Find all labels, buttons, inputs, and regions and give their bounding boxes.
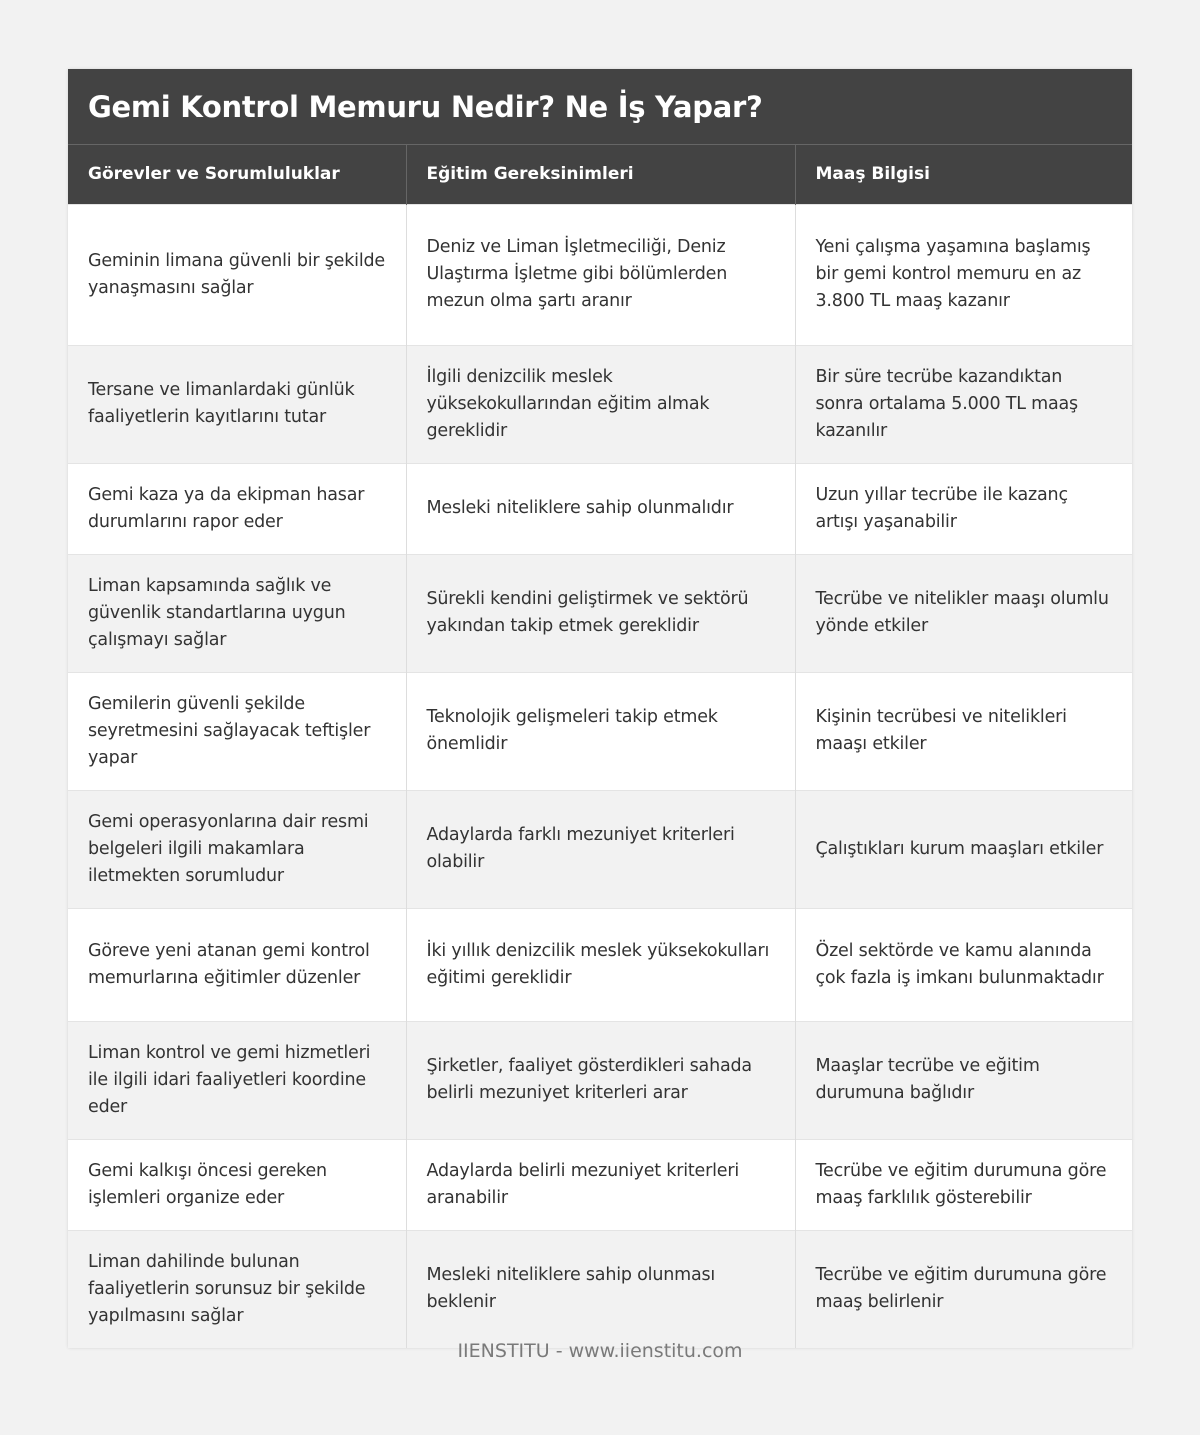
table-row bbox=[68, 1230, 1132, 1348]
table-card bbox=[68, 69, 1132, 1348]
cell-salary: Maaşlar tecrübe ve eğitim durumuna bağlıdır bbox=[795, 1021, 1132, 1139]
title-bar bbox=[68, 69, 1132, 145]
cell-duty: Liman kapsamında sağlık ve güvenlik standartlarına uygun çalışmayı sağlar bbox=[68, 554, 406, 672]
table-body bbox=[68, 204, 1132, 1348]
cell-education: Mesleki niteliklere sahip olunması beklenir bbox=[406, 1230, 795, 1348]
cell-salary: Yeni çalışma yaşamına başlamış bir gemi kontrol memuru en az 3.800 TL maaş kazanır bbox=[795, 204, 1132, 345]
cell-education: Deniz ve Liman İşletmeciliği, Deniz Ulaştırma İşletme gibi bölümlerden mezun olma şartı aranır bbox=[406, 204, 795, 345]
table-row bbox=[68, 554, 1132, 672]
column-header-duties: Görevler ve Sorumluluklar bbox=[68, 145, 406, 204]
cell-duty: Gemi kaza ya da ekipman hasar durumlarını rapor eder bbox=[68, 463, 406, 554]
cell-salary: Bir süre tecrübe kazandıktan sonra ortalama 5.000 TL maaş kazanılır bbox=[795, 345, 1132, 463]
cell-salary: Tecrübe ve eğitim durumuna göre maaş farklılık gösterebilir bbox=[795, 1139, 1132, 1230]
footer-credit: IIENSTITU - www.iienstitu.com bbox=[457, 1340, 743, 1362]
cell-duty: Liman kontrol ve gemi hizmetleri ile ilgili idari faaliyetleri koordine eder bbox=[68, 1021, 406, 1139]
table-row bbox=[68, 1021, 1132, 1139]
column-header-education: Eğitim Gereksinimleri bbox=[406, 145, 795, 204]
table-row bbox=[68, 204, 1132, 345]
cell-education: İlgili denizcilik meslek yüksekokullarından eğitim almak gereklidir bbox=[406, 345, 795, 463]
header-row bbox=[68, 145, 1132, 204]
cell-duty: Gemilerin güvenli şekilde seyretmesini sağlayacak teftişler yapar bbox=[68, 672, 406, 790]
cell-duty: Göreve yeni atanan gemi kontrol memurlarına eğitimler düzenler bbox=[68, 908, 406, 1021]
table-header bbox=[68, 145, 1132, 204]
cell-education: Şirketler, faaliyet gösterdikleri sahada belirli mezuniyet kriterleri arar bbox=[406, 1021, 795, 1139]
page-title: Gemi Kontrol Memuru Nedir? Ne İş Yapar? bbox=[88, 89, 763, 124]
cell-duty: Tersane ve limanlardaki günlük faaliyetlerin kayıtlarını tutar bbox=[68, 345, 406, 463]
cell-duty: Gemi operasyonlarına dair resmi belgeleri ilgili makamlara iletmekten sorumludur bbox=[68, 790, 406, 908]
table-row bbox=[68, 672, 1132, 790]
table-row bbox=[68, 908, 1132, 1021]
column-header-salary: Maaş Bilgisi bbox=[795, 145, 1132, 204]
cell-education: Teknolojik gelişmeleri takip etmek önemlidir bbox=[406, 672, 795, 790]
table-row bbox=[68, 345, 1132, 463]
cell-salary: Çalıştıkları kurum maaşları etkiler bbox=[795, 790, 1132, 908]
cell-salary: Özel sektörde ve kamu alanında çok fazla iş imkanı bulunmaktadır bbox=[795, 908, 1132, 1021]
table-row bbox=[68, 463, 1132, 554]
cell-duty: Gemi kalkışı öncesi gereken işlemleri organize eder bbox=[68, 1139, 406, 1230]
table-row bbox=[68, 790, 1132, 908]
info-table bbox=[68, 145, 1132, 1348]
table-row bbox=[68, 1139, 1132, 1230]
cell-education: Sürekli kendini geliştirmek ve sektörü yakından takip etmek gereklidir bbox=[406, 554, 795, 672]
cell-salary: Tecrübe ve nitelikler maaşı olumlu yönde etkiler bbox=[795, 554, 1132, 672]
cell-education: İki yıllık denizcilik meslek yüksekokulları eğitimi gereklidir bbox=[406, 908, 795, 1021]
cell-salary: Uzun yıllar tecrübe ile kazanç artışı yaşanabilir bbox=[795, 463, 1132, 554]
cell-education: Mesleki niteliklere sahip olunmalıdır bbox=[406, 463, 795, 554]
cell-duty: Geminin limana güvenli bir şekilde yanaşmasını sağlar bbox=[68, 204, 406, 345]
cell-education: Adaylarda belirli mezuniyet kriterleri aranabilir bbox=[406, 1139, 795, 1230]
cell-duty: Liman dahilinde bulunan faaliyetlerin sorunsuz bir şekilde yapılmasını sağlar bbox=[68, 1230, 406, 1348]
cell-education: Adaylarda farklı mezuniyet kriterleri olabilir bbox=[406, 790, 795, 908]
cell-salary: Kişinin tecrübesi ve nitelikleri maaşı etkiler bbox=[795, 672, 1132, 790]
cell-salary: Tecrübe ve eğitim durumuna göre maaş belirlenir bbox=[795, 1230, 1132, 1348]
